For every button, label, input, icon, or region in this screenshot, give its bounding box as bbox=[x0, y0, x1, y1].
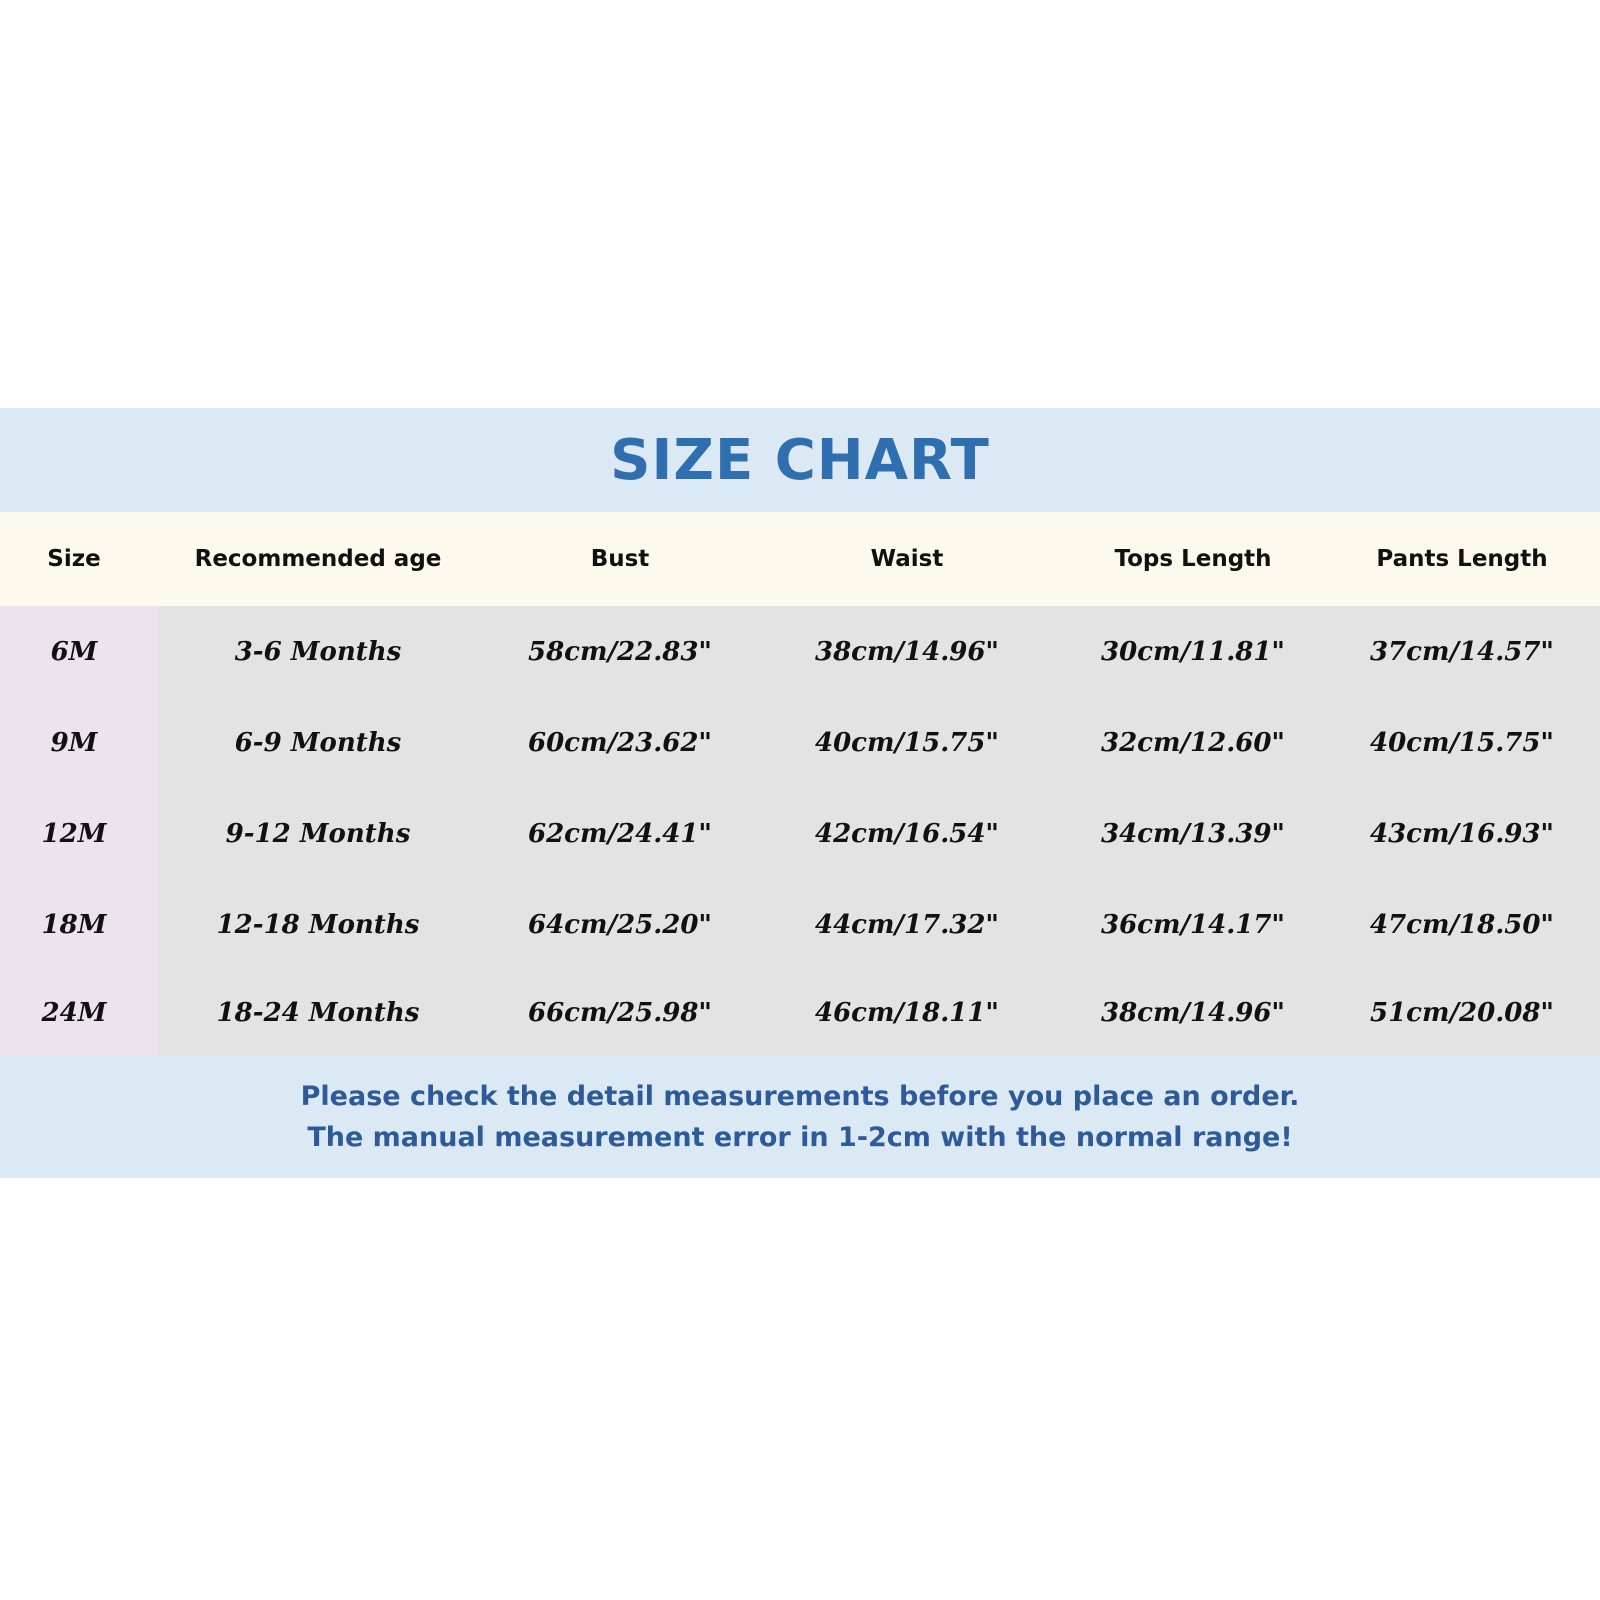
cell-bust: 64cm/25.20" bbox=[528, 909, 712, 940]
cell-pants-length: 47cm/18.50" bbox=[1370, 909, 1554, 940]
measurement-note: Please check the detail measurements before you place an order. bbox=[300, 1081, 1300, 1112]
title-band bbox=[0, 408, 1600, 512]
cell-tops-length: 30cm/11.81" bbox=[1101, 636, 1285, 667]
cell-size: 12M bbox=[41, 818, 107, 849]
header-size: Size bbox=[47, 546, 101, 572]
cell-pants-length: 51cm/20.08" bbox=[1370, 998, 1554, 1028]
cell-waist: 46cm/18.11" bbox=[815, 998, 999, 1028]
cell-bust: 62cm/24.41" bbox=[528, 818, 712, 849]
cell-size: 18M bbox=[41, 909, 107, 940]
header-bust: Bust bbox=[590, 546, 650, 572]
cell-recommended-age: 3-6 Months bbox=[234, 636, 402, 667]
cell-waist: 38cm/14.96" bbox=[815, 636, 999, 667]
cell-recommended-age: 18-24 Months bbox=[216, 998, 420, 1028]
cell-size: 6M bbox=[50, 636, 98, 667]
header-recommended-age: Recommended age bbox=[194, 546, 442, 572]
cell-tops-length: 36cm/14.17" bbox=[1101, 909, 1285, 940]
table-body bbox=[0, 606, 1600, 1056]
cell-bust: 66cm/25.98" bbox=[528, 998, 712, 1028]
header-pants-length: Pants Length bbox=[1376, 546, 1548, 572]
chart-title: SIZE CHART bbox=[610, 427, 990, 493]
header-waist: Waist bbox=[870, 546, 944, 572]
cell-waist: 40cm/15.75" bbox=[815, 727, 999, 758]
note-band bbox=[0, 1056, 1600, 1178]
table-row bbox=[0, 970, 1600, 1056]
cell-tops-length: 34cm/13.39" bbox=[1101, 818, 1285, 849]
error-note: The manual measurement error in 1-2cm with the normal range! bbox=[307, 1122, 1293, 1153]
table-row bbox=[0, 606, 1600, 697]
size-chart bbox=[0, 408, 1600, 1178]
cell-pants-length: 40cm/15.75" bbox=[1370, 727, 1554, 758]
table-row bbox=[0, 788, 1600, 879]
table-row bbox=[0, 879, 1600, 970]
cell-size: 24M bbox=[41, 998, 107, 1028]
cell-size: 9M bbox=[50, 727, 98, 758]
table-row bbox=[0, 697, 1600, 788]
cell-waist: 42cm/16.54" bbox=[815, 818, 999, 849]
cell-recommended-age: 9-12 Months bbox=[225, 818, 411, 849]
table-header bbox=[0, 512, 1600, 606]
cell-tops-length: 32cm/12.60" bbox=[1101, 727, 1285, 758]
cell-recommended-age: 6-9 Months bbox=[234, 727, 402, 758]
cell-pants-length: 43cm/16.93" bbox=[1370, 818, 1554, 849]
header-tops-length: Tops Length bbox=[1114, 546, 1272, 572]
cell-bust: 60cm/23.62" bbox=[528, 727, 712, 758]
cell-tops-length: 38cm/14.96" bbox=[1101, 998, 1285, 1028]
cell-bust: 58cm/22.83" bbox=[528, 636, 712, 667]
cell-waist: 44cm/17.32" bbox=[815, 909, 999, 940]
cell-pants-length: 37cm/14.57" bbox=[1370, 636, 1554, 667]
cell-recommended-age: 12-18 Months bbox=[216, 909, 420, 940]
